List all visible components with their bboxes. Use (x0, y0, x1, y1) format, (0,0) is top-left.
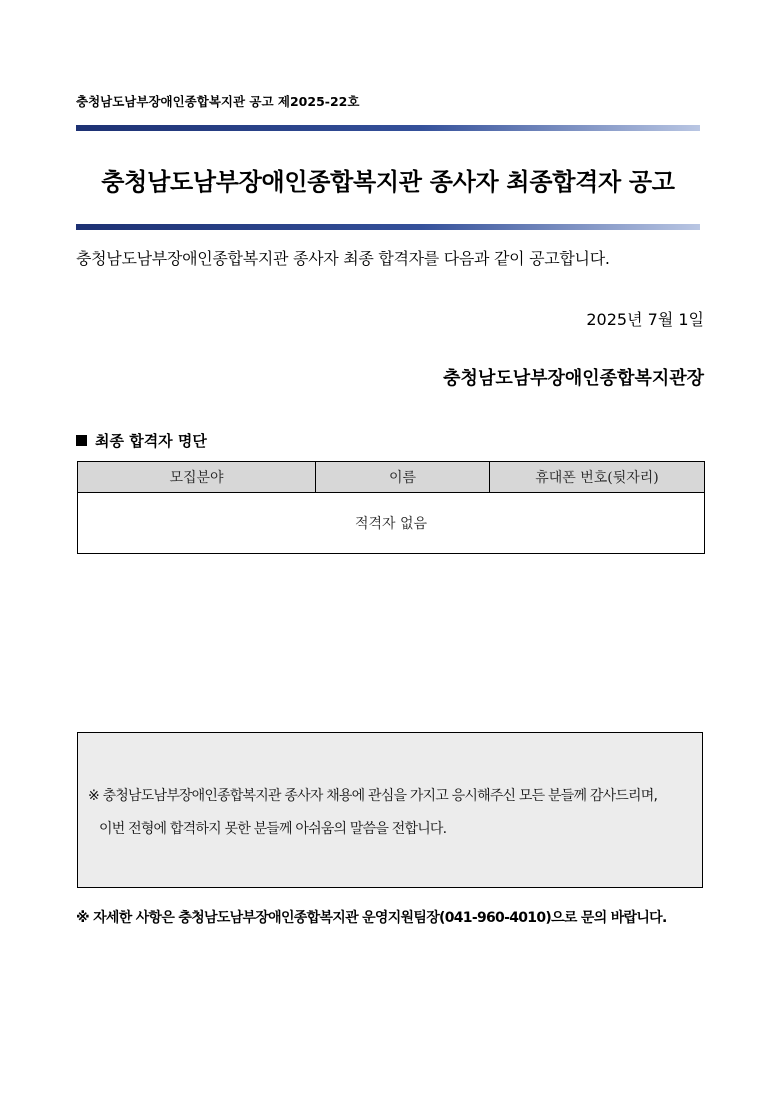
table-row (78, 493, 705, 554)
contact-note: ※ 자세한 사항은 충청남도남부장애인종합복지관 운영지원팀장(041-960-4010)으로 문의 바랍니다. (76, 910, 667, 926)
intro-text: 충청남도남부장애인종합복지관 종사자 최종 합격자를 다음과 같이 공고합니다. (76, 249, 610, 268)
square-bullet-icon (76, 435, 87, 446)
header-phone: 휴대폰 번호(뒷자리) (490, 462, 705, 493)
notice-date: 2025년 7월 1일 (586, 310, 704, 329)
successful-candidates-table (77, 461, 705, 554)
table-header-row (78, 462, 705, 493)
section-heading (76, 430, 207, 451)
thanks-line-1: ※ 충청남도남부장애인종합복지관 종사자 채용에 관심을 가지고 응시해주신 모든 분들께 감사드리며, (88, 788, 658, 804)
header-name: 이름 (316, 462, 490, 493)
notice-number: 충청남도남부장애인종합복지관 공고 제2025-22호 (76, 94, 360, 109)
empty-result-cell: 적격자 없음 (78, 493, 705, 554)
bottom-divider (76, 224, 700, 230)
section-title: 최종 합격자 명단 (95, 432, 207, 450)
thanks-line-2: 이번 전형에 합격하지 못한 분들께 아쉬움의 말씀을 전합니다. (99, 821, 447, 837)
header-field: 모집분야 (78, 462, 316, 493)
thanks-message-box (77, 732, 703, 888)
document-title: 충청남도남부장애인종합복지관 종사자 최종합격자 공고 (101, 168, 675, 196)
issuer-name: 충청남도남부장애인종합복지관장 (443, 368, 704, 389)
top-divider (76, 125, 700, 131)
